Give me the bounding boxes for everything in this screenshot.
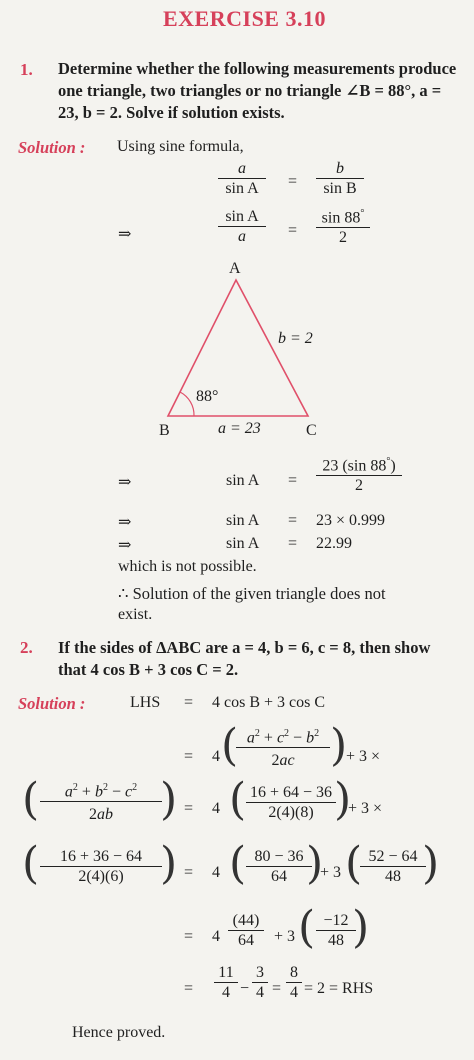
angle-arc: [180, 392, 194, 416]
final-result: = 2 = RHS: [304, 980, 374, 997]
coefficient: 4: [212, 928, 220, 945]
conclusion-line-1: ∴ Solution of the given triangle does not: [118, 584, 386, 603]
frac-11-over-4: $\frac{11}{4}$: [214, 964, 238, 1002]
right-paren: ): [334, 774, 352, 825]
frac-sin88-over-2: $\frac{\sin 88^\circ}{2}$: [316, 208, 370, 247]
right-paren: ): [330, 720, 348, 771]
plus-3-times: + 3 ×: [348, 800, 383, 817]
frac-80-36-over-64: $\frac{80 - 36}{64}$: [246, 848, 312, 886]
solution-1-label: Solution :: [18, 138, 86, 157]
angle-label: 88°: [196, 388, 219, 405]
implies-arrow: ⇒: [118, 514, 132, 531]
solution-1-intro: Using sine formula,: [117, 138, 244, 155]
frac-44-over-64: $\frac{(44)}{64}$: [228, 912, 264, 950]
not-possible-text: which is not possible.: [118, 558, 257, 575]
right-paren: ): [160, 838, 178, 889]
coefficient: 4: [212, 864, 220, 881]
question-2-text: If the sides of ΔABC are a = 4, b = 6, c = 8, then show that 4 cos B + 3 cos C = 2.: [58, 638, 431, 679]
left-paren: (: [22, 838, 40, 889]
equals-sign: =: [184, 980, 194, 997]
exercise-title: EXERCISE 3.10: [163, 6, 326, 31]
left-paren: (: [298, 902, 316, 953]
equals-sign: =: [184, 748, 194, 765]
sinA-term: sin A: [226, 472, 260, 489]
frac-3-over-4: $\frac{3}{4}$: [252, 964, 268, 1002]
side-b-label: b = 2: [278, 330, 313, 347]
left-paren: (: [229, 838, 247, 889]
vertex-C-label: C: [306, 422, 317, 439]
sinA-term: sin A: [226, 512, 260, 529]
left-paren: (: [221, 720, 239, 771]
equals-sign: =: [272, 980, 282, 997]
equals-sign: =: [184, 928, 194, 945]
equals-sign: =: [288, 173, 298, 190]
solution-2-label: Solution :: [18, 694, 86, 713]
frac-cosC-substituted: $\frac{16 + 36 - 64}{2(4)(6)}$: [40, 848, 162, 886]
minus-sign: −: [240, 980, 250, 997]
plus-3-times: + 3 ×: [346, 748, 381, 765]
question-1-text: Determine whether the following measurements produce one triangle, two triangles or no triangle ∠B = 88°, a = 23, b = 2. Solve if solution exists.: [58, 59, 457, 122]
right-paren: ): [352, 902, 370, 953]
step-1-expression: 4 cos B + 3 cos C: [212, 694, 326, 711]
equals-sign: =: [288, 222, 298, 239]
equals-sign: =: [288, 512, 298, 529]
frac-b-over-sinB: $\frac{b}{\text{sin B}}$: [316, 160, 364, 198]
question-2-number: 2.: [20, 638, 33, 657]
implies-arrow: ⇒: [118, 537, 132, 554]
left-paren: (: [22, 774, 40, 825]
frac-8-over-4: $\frac{8}{4}$: [286, 964, 302, 1002]
step-result: 22.99: [316, 535, 352, 552]
sinA-term: sin A: [226, 535, 260, 552]
equals-sign: =: [184, 864, 194, 881]
equals-sign: =: [288, 472, 298, 489]
frac-cosC-formula: $\frac{a^2 + b^2 - c^2}{2ab}$: [40, 782, 162, 824]
plus-3: + 3: [320, 864, 342, 881]
vertex-B-label: B: [159, 422, 170, 439]
frac-52-64-over-48: $\frac{52 - 64}{48}$: [360, 848, 426, 886]
frac-neg12-over-48: $\frac{-12}{48}$: [316, 912, 356, 950]
frac-a-over-sinA: $\frac{a}{\text{sin A}}$: [218, 160, 266, 198]
frac-23sin88-over-2: $\frac{23 (\sin 88^\circ)}{2}$: [316, 456, 402, 495]
equals-sign: =: [184, 800, 194, 817]
side-a-label: a = 23: [218, 420, 261, 437]
conclusion-line-2: exist.: [118, 606, 153, 623]
left-paren: (: [345, 838, 363, 889]
plus-3: + 3: [274, 928, 296, 945]
left-paren: (: [229, 774, 247, 825]
coefficient: 4: [212, 800, 220, 817]
triangle-abc: [168, 280, 308, 416]
frac-cosB-substituted: $\frac{16 + 64 - 36}{2(4)(8)}$: [246, 784, 336, 822]
frac-sinA-over-a: $\frac{\text{sin A}}{a}$: [218, 208, 266, 246]
equals-sign: =: [288, 535, 298, 552]
right-paren: ): [422, 838, 440, 889]
coefficient: 4: [212, 748, 220, 765]
lhs-label: LHS: [130, 694, 161, 711]
right-paren: ): [306, 838, 324, 889]
right-paren: ): [160, 774, 178, 825]
hence-proved-text: Hence proved.: [72, 1024, 166, 1041]
implies-arrow: ⇒: [118, 226, 132, 243]
step-result: 23 × 0.999: [316, 512, 386, 529]
frac-cosB-formula: $\frac{a^2 + c^2 - b^2}{2ac}$: [236, 728, 330, 770]
question-1-number: 1.: [20, 60, 33, 79]
equals-sign: =: [184, 694, 194, 711]
implies-arrow: ⇒: [118, 474, 132, 491]
vertex-A-label: A: [229, 260, 241, 277]
